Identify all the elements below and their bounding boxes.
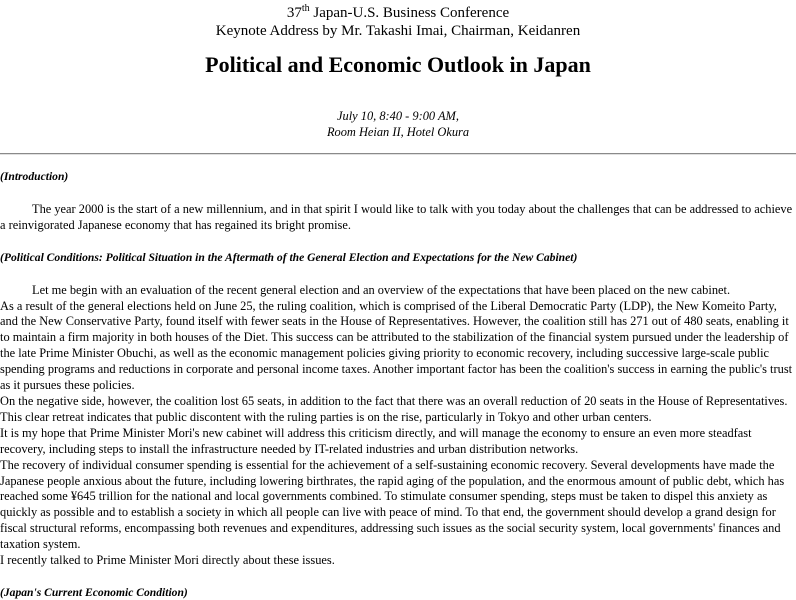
conference-suffix: th [301,3,310,14]
conference-line [0,4,796,22]
conference-number: 37 [286,5,302,21]
event-meta [0,108,796,140]
political-paragraph: I recently talked to Prime Minister Mori directly about these issues. [0,553,335,568]
political-body [0,283,796,569]
political-paragraph: As a result of the general elections held on June 25, the ruling coalition, which is comprised of the Liberal Democratic Party (LDP), the New Komeito Party, and the New Conservative Party, found itself with fewer seats in the House of Representatives. However, the coalition still has 271 out of 480 seats, enabling it to maintain a firm majority in both houses of the Diet. This success can be attributed to the stabilization of the financial system pursued under the leadership of the late Prime Minister Obuchi, as well as the economic management policies giving priority to economic recovery, including successive large-scale public spending programs and reductions in corporate and personal income taxes. Another important factor has been the coalition's success in earning the public's trust as it pursues these policies. [0,298,793,393]
introduction-paragraph: The year 2000 is the start of a new millennium, and in that spirit I would like to talk with you today about the challenges that can be addressed to achieve a reinvigorated Japanese economy that has regained its bright promise. [0,201,793,232]
section-heading-economic: (Japan's Current Economic Condition) [0,585,188,599]
political-paragraph: Let me begin with an evaluation of the recent general election and an overview of the expectations that have been placed on the new cabinet. [32,282,731,297]
introduction-body [0,202,796,234]
section-heading-political: (Political Conditions: Political Situation in the Aftermath of the General Election and Expectations for the New Cabinet) [0,250,578,264]
political-paragraph: The recovery of individual consumer spending is essential for the achievement of a self-sustaining economic recovery. Several developments have made the Japanese people anxious about the future, including lowering birthrates, the rapid aging of the population, and the enormous amount of public debt, which has reached some ¥645 trillion for the national and local governments combined. To stimulate consumer spending, steps must be taken to dispel this anxiety as quickly as possible and to establish a society in which all people can live with peace of mind. To that end, the government should develop a grand design for fiscal structural reforms, encompassing both revenues and expenditures, addressing such issues as the social security system, local governments' finances and taxation system. [0,457,785,552]
event-location: Room Heian II, Hotel Okura [326,125,470,139]
political-paragraph: It is my hope that Prime Minister Mori's new cabinet will address this criticism directly, and will manage the economy to ensure an even more steadfast recovery, including steps to install the infrastructure needed by IT-related industries and urban distribution networks. [0,425,752,456]
header-divider [0,153,796,155]
page-title: Political and Economic Outlook in Japan [205,52,591,77]
section-heading-introduction: (Introduction) [0,170,69,183]
conference-title: Japan-U.S. Business Conference [309,5,510,21]
event-date-time: July 10, 8:40 - 9:00 AM, [337,109,459,123]
keynote-line: Keynote Address by Mr. Takashi Imai, Chairman, Keidanren [215,23,581,39]
political-paragraph: On the negative side, however, the coalition lost 65 seats, in addition to the fact that there was an overall reduction of 20 seats in the House of Representatives. This clear retreat indicates that public discontent with the ruling parties is on the rise, particularly in Tokyo and other urban centers. [0,393,788,424]
document-header [0,4,796,140]
